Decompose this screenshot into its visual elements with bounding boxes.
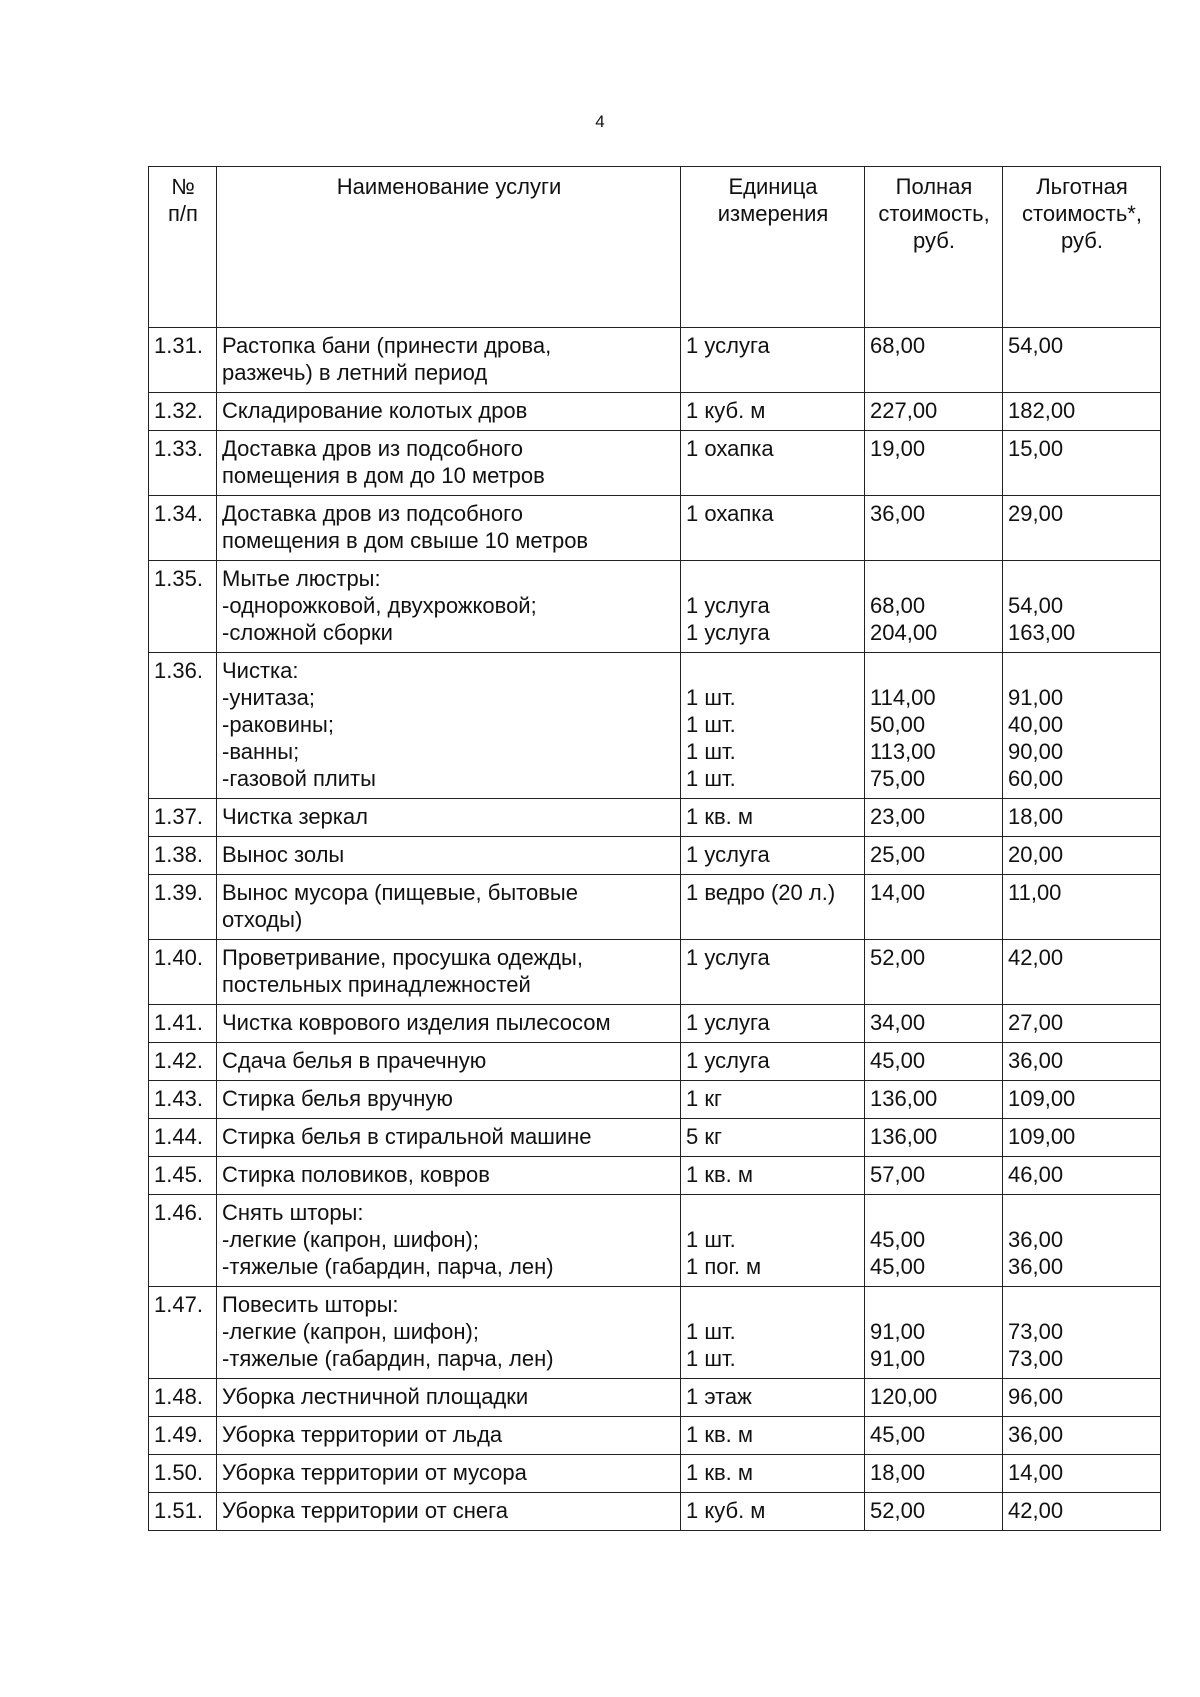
cell-unit-line: 1 кв. м bbox=[686, 1460, 754, 1485]
table-row bbox=[149, 328, 1161, 393]
table-row bbox=[149, 799, 1161, 837]
cell-num bbox=[149, 1005, 217, 1043]
cell-discount-price-line: 27,00 bbox=[1008, 1010, 1064, 1035]
cell-discount-price bbox=[1003, 1455, 1161, 1493]
cell-full-price-line: 68,00 bbox=[870, 593, 926, 618]
cell-discount-price-line: 42,00 bbox=[1008, 1498, 1064, 1523]
cell-service-name-line: -газовой плиты bbox=[222, 766, 376, 791]
cell-full-price bbox=[865, 1195, 1003, 1287]
cell-full-price-line: 68,00 bbox=[870, 333, 926, 358]
cell-num bbox=[149, 1455, 217, 1493]
cell-num-text: 1.44. bbox=[154, 1124, 203, 1149]
cell-num bbox=[149, 1493, 217, 1531]
cell-discount-price-line: 90,00 bbox=[1008, 739, 1064, 764]
table-row bbox=[149, 1119, 1161, 1157]
header-discount-price bbox=[1003, 167, 1161, 328]
cell-unit-line: 1 услуга bbox=[686, 620, 770, 645]
cell-service-name-line: Уборка территории от мусора bbox=[222, 1460, 527, 1485]
cell-unit-line: 1 шт. bbox=[686, 1227, 736, 1252]
cell-full-price-line: 52,00 bbox=[870, 945, 926, 970]
blank-line bbox=[686, 1291, 860, 1318]
cell-unit-line: 1 кв. м bbox=[686, 804, 754, 829]
cell-discount-price bbox=[1003, 1005, 1161, 1043]
table-row bbox=[149, 561, 1161, 653]
cell-full-price-line: 114,00 bbox=[870, 685, 936, 710]
cell-num-text: 1.41. bbox=[154, 1010, 203, 1035]
cell-service-name-line: Мытье люстры: bbox=[222, 566, 381, 591]
cell-full-price bbox=[865, 1119, 1003, 1157]
cell-full-price bbox=[865, 1043, 1003, 1081]
cell-full-price bbox=[865, 393, 1003, 431]
cell-service-name bbox=[217, 431, 681, 496]
cell-num-text: 1.43. bbox=[154, 1086, 203, 1111]
cell-service-name bbox=[217, 1195, 681, 1287]
cell-unit bbox=[681, 940, 865, 1005]
cell-discount-price bbox=[1003, 1379, 1161, 1417]
cell-discount-price-line: 36,00 bbox=[1008, 1227, 1064, 1252]
cell-num bbox=[149, 1287, 217, 1379]
cell-discount-price bbox=[1003, 837, 1161, 875]
cell-full-price-line: 25,00 bbox=[870, 842, 926, 867]
cell-unit-line: 1 кв. м bbox=[686, 1162, 754, 1187]
cell-service-name bbox=[217, 1455, 681, 1493]
cell-service-name-line: Вынос золы bbox=[222, 842, 345, 867]
cell-num bbox=[149, 1081, 217, 1119]
header-unit-line: измерения bbox=[717, 201, 829, 226]
cell-unit bbox=[681, 1195, 865, 1287]
cell-full-price-line: 120,00 bbox=[870, 1384, 938, 1409]
cell-service-name bbox=[217, 940, 681, 1005]
cell-discount-price bbox=[1003, 875, 1161, 940]
cell-discount-price bbox=[1003, 653, 1161, 799]
cell-discount-price-line: 18,00 bbox=[1008, 804, 1064, 829]
cell-unit-line: 1 кв. м bbox=[686, 1422, 754, 1447]
cell-num-text: 1.31. bbox=[154, 333, 203, 358]
table-row bbox=[149, 1417, 1161, 1455]
cell-num-text: 1.45. bbox=[154, 1162, 203, 1187]
table-row bbox=[149, 1043, 1161, 1081]
cell-service-name-line: Стирка белья вручную bbox=[222, 1086, 453, 1111]
cell-discount-price-line: 54,00 bbox=[1008, 593, 1064, 618]
table-row bbox=[149, 837, 1161, 875]
cell-service-name-line: Доставка дров из подсобного bbox=[222, 436, 523, 461]
cell-discount-price-line: 73,00 bbox=[1008, 1346, 1064, 1371]
cell-num bbox=[149, 875, 217, 940]
cell-num bbox=[149, 496, 217, 561]
header-discount-line: руб. bbox=[1061, 228, 1103, 253]
cell-full-price-line: 14,00 bbox=[870, 880, 926, 905]
cell-service-name-line: -легкие (капрон, шифон); bbox=[222, 1319, 479, 1344]
header-full-line: руб. bbox=[913, 228, 955, 253]
cell-full-price-line: 45,00 bbox=[870, 1254, 926, 1279]
cell-discount-price bbox=[1003, 393, 1161, 431]
cell-discount-price-line: 163,00 bbox=[1008, 620, 1076, 645]
cell-full-price-line: 23,00 bbox=[870, 804, 926, 829]
header-full-line: Полная bbox=[895, 174, 973, 199]
header-num bbox=[149, 167, 217, 328]
table-row bbox=[149, 1005, 1161, 1043]
cell-full-price bbox=[865, 653, 1003, 799]
cell-num-text: 1.32. bbox=[154, 398, 203, 423]
cell-unit bbox=[681, 561, 865, 653]
cell-full-price-line: 57,00 bbox=[870, 1162, 926, 1187]
cell-discount-price-line: 46,00 bbox=[1008, 1162, 1064, 1187]
table-row bbox=[149, 1455, 1161, 1493]
cell-num bbox=[149, 328, 217, 393]
cell-service-name-line: Уборка лестничной площадки bbox=[222, 1384, 529, 1409]
cell-unit bbox=[681, 653, 865, 799]
cell-unit bbox=[681, 799, 865, 837]
cell-discount-price-line: 109,00 bbox=[1008, 1086, 1076, 1111]
cell-full-price bbox=[865, 561, 1003, 653]
cell-unit bbox=[681, 1081, 865, 1119]
cell-discount-price-line: 182,00 bbox=[1008, 398, 1076, 423]
cell-num bbox=[149, 561, 217, 653]
cell-unit bbox=[681, 1005, 865, 1043]
table-row bbox=[149, 1493, 1161, 1531]
cell-service-name-line: Чистка коврового изделия пылесосом bbox=[222, 1010, 611, 1035]
cell-discount-price-line: 14,00 bbox=[1008, 1460, 1064, 1485]
table-body bbox=[149, 328, 1161, 1531]
table-row bbox=[149, 1379, 1161, 1417]
cell-service-name-line: Повесить шторы: bbox=[222, 1292, 399, 1317]
cell-service-name-line: Чистка: bbox=[222, 658, 299, 683]
table-row bbox=[149, 875, 1161, 940]
cell-discount-price bbox=[1003, 940, 1161, 1005]
cell-service-name bbox=[217, 1043, 681, 1081]
cell-num-text: 1.50. bbox=[154, 1460, 203, 1485]
cell-service-name bbox=[217, 1081, 681, 1119]
cell-full-price bbox=[865, 1493, 1003, 1531]
cell-service-name-line: -тяжелые (габардин, парча, лен) bbox=[222, 1254, 554, 1279]
cell-discount-price-line: 11,00 bbox=[1008, 880, 1062, 905]
cell-service-name-line: постельных принадлежностей bbox=[222, 972, 531, 997]
cell-unit-line: 1 куб. м bbox=[686, 1498, 766, 1523]
blank-line bbox=[686, 565, 860, 592]
blank-line bbox=[870, 1291, 998, 1318]
table-row bbox=[149, 940, 1161, 1005]
cell-num bbox=[149, 940, 217, 1005]
cell-full-price bbox=[865, 431, 1003, 496]
cell-full-price-line: 91,00 bbox=[870, 1346, 926, 1371]
cell-service-name bbox=[217, 837, 681, 875]
cell-num bbox=[149, 1119, 217, 1157]
cell-unit-line: 1 шт. bbox=[686, 739, 736, 764]
cell-num-text: 1.42. bbox=[154, 1048, 203, 1073]
cell-full-price-line: 45,00 bbox=[870, 1048, 926, 1073]
blank-line bbox=[686, 1199, 860, 1226]
cell-unit-line: 1 услуга bbox=[686, 945, 770, 970]
cell-unit-line: 1 шт. bbox=[686, 1319, 736, 1344]
cell-num bbox=[149, 1157, 217, 1195]
cell-num-text: 1.48. bbox=[154, 1384, 203, 1409]
cell-service-name-line: помещения в дом до 10 метров bbox=[222, 463, 545, 488]
cell-unit-line: 1 шт. bbox=[686, 712, 736, 737]
cell-unit bbox=[681, 1493, 865, 1531]
cell-discount-price-line: 91,00 bbox=[1008, 685, 1064, 710]
cell-full-price-line: 136,00 bbox=[870, 1124, 938, 1149]
cell-num bbox=[149, 653, 217, 799]
cell-service-name bbox=[217, 561, 681, 653]
cell-discount-price-line: 42,00 bbox=[1008, 945, 1064, 970]
cell-discount-price bbox=[1003, 1119, 1161, 1157]
blank-line bbox=[686, 657, 860, 684]
cell-full-price bbox=[865, 1417, 1003, 1455]
cell-discount-price bbox=[1003, 1157, 1161, 1195]
cell-unit bbox=[681, 837, 865, 875]
cell-full-price-line: 45,00 bbox=[870, 1227, 926, 1252]
page-number: 4 bbox=[595, 112, 605, 131]
cell-service-name bbox=[217, 1417, 681, 1455]
header-unit bbox=[681, 167, 865, 328]
cell-num-text: 1.40. bbox=[154, 945, 203, 970]
cell-service-name-line: разжечь) в летний период bbox=[222, 360, 488, 385]
table-row bbox=[149, 431, 1161, 496]
table-row bbox=[149, 653, 1161, 799]
cell-full-price bbox=[865, 328, 1003, 393]
cell-full-price-line: 45,00 bbox=[870, 1422, 926, 1447]
blank-line bbox=[1008, 657, 1156, 684]
cell-full-price bbox=[865, 799, 1003, 837]
cell-discount-price bbox=[1003, 1417, 1161, 1455]
cell-discount-price-line: 36,00 bbox=[1008, 1422, 1064, 1447]
cell-discount-price-line: 20,00 bbox=[1008, 842, 1064, 867]
cell-num-text: 1.51. bbox=[154, 1498, 203, 1523]
cell-discount-price bbox=[1003, 799, 1161, 837]
blank-line bbox=[1008, 1291, 1156, 1318]
cell-full-price-line: 18,00 bbox=[870, 1460, 926, 1485]
cell-full-price-line: 52,00 bbox=[870, 1498, 926, 1523]
cell-service-name bbox=[217, 393, 681, 431]
cell-unit bbox=[681, 393, 865, 431]
header-num-line: № bbox=[171, 174, 195, 199]
cell-discount-price-line: 60,00 bbox=[1008, 766, 1064, 791]
cell-discount-price bbox=[1003, 1287, 1161, 1379]
cell-discount-price bbox=[1003, 1195, 1161, 1287]
cell-unit-line: 1 шт. bbox=[686, 685, 736, 710]
table-row bbox=[149, 393, 1161, 431]
cell-discount-price bbox=[1003, 1043, 1161, 1081]
cell-service-name-line: -легкие (капрон, шифон); bbox=[222, 1227, 479, 1252]
cell-num-text: 1.33. bbox=[154, 436, 203, 461]
cell-service-name-line: Снять шторы: bbox=[222, 1200, 364, 1225]
cell-num-text: 1.47. bbox=[154, 1292, 203, 1317]
cell-unit-line: 5 кг bbox=[686, 1124, 722, 1149]
table-row bbox=[149, 1157, 1161, 1195]
cell-num bbox=[149, 837, 217, 875]
cell-discount-price-line: 54,00 bbox=[1008, 333, 1064, 358]
cell-num-text: 1.46. bbox=[154, 1200, 203, 1225]
cell-full-price-line: 36,00 bbox=[870, 501, 926, 526]
cell-service-name bbox=[217, 496, 681, 561]
blank-line bbox=[870, 657, 998, 684]
cell-service-name-line: Стирка половиков, ковров bbox=[222, 1162, 490, 1187]
cell-num-text: 1.36. bbox=[154, 658, 203, 683]
cell-full-price bbox=[865, 1455, 1003, 1493]
cell-service-name-line: Растопка бани (принести дрова, bbox=[222, 333, 552, 358]
blank-line bbox=[870, 565, 998, 592]
cell-unit-line: 1 услуга bbox=[686, 593, 770, 618]
table-row bbox=[149, 1195, 1161, 1287]
cell-num bbox=[149, 431, 217, 496]
cell-num bbox=[149, 1043, 217, 1081]
cell-unit bbox=[681, 1287, 865, 1379]
cell-full-price-line: 34,00 bbox=[870, 1010, 926, 1035]
cell-full-price-line: 19,00 bbox=[870, 436, 926, 461]
cell-num bbox=[149, 1195, 217, 1287]
cell-service-name bbox=[217, 875, 681, 940]
cell-full-price-line: 204,00 bbox=[870, 620, 938, 645]
cell-unit-line: 1 услуга bbox=[686, 333, 770, 358]
cell-service-name-line: Проветривание, просушка одежды, bbox=[222, 945, 583, 970]
cell-num bbox=[149, 799, 217, 837]
cell-service-name-line: -сложной сборки bbox=[222, 620, 393, 645]
cell-service-name bbox=[217, 1005, 681, 1043]
cell-unit bbox=[681, 1043, 865, 1081]
cell-unit-line: 1 охапка bbox=[686, 501, 774, 526]
cell-service-name-line: помещения в дом свыше 10 метров bbox=[222, 528, 589, 553]
cell-service-name-line: -раковины; bbox=[222, 712, 334, 737]
cell-service-name-line: Доставка дров из подсобного bbox=[222, 501, 523, 526]
cell-discount-price-line: 109,00 bbox=[1008, 1124, 1076, 1149]
cell-unit-line: 1 услуга bbox=[686, 1010, 770, 1035]
table-header-row bbox=[149, 167, 1161, 328]
cell-full-price bbox=[865, 1287, 1003, 1379]
header-num-line: п/п bbox=[168, 201, 198, 226]
cell-num-text: 1.39. bbox=[154, 880, 203, 905]
cell-discount-price-line: 96,00 bbox=[1008, 1384, 1064, 1409]
cell-unit bbox=[681, 496, 865, 561]
cell-service-name-line: отходы) bbox=[222, 907, 303, 932]
header-name-line: Наименование услуги bbox=[336, 174, 562, 199]
cell-full-price-line: 136,00 bbox=[870, 1086, 938, 1111]
cell-discount-price-line: 29,00 bbox=[1008, 501, 1064, 526]
header-discount-line: Льготная bbox=[1036, 174, 1128, 199]
cell-discount-price-line: 36,00 bbox=[1008, 1254, 1064, 1279]
cell-unit-line: 1 куб. м bbox=[686, 398, 766, 423]
cell-num bbox=[149, 1417, 217, 1455]
cell-unit bbox=[681, 1455, 865, 1493]
cell-discount-price-line: 40,00 bbox=[1008, 712, 1064, 737]
cell-full-price bbox=[865, 1379, 1003, 1417]
header-discount-line: стоимость*, bbox=[1022, 201, 1142, 226]
cell-num-text: 1.37. bbox=[154, 804, 203, 829]
cell-unit bbox=[681, 1119, 865, 1157]
table-row bbox=[149, 1081, 1161, 1119]
blank-line bbox=[870, 1199, 998, 1226]
cell-full-price bbox=[865, 875, 1003, 940]
cell-full-price-line: 91,00 bbox=[870, 1319, 926, 1344]
cell-unit bbox=[681, 1417, 865, 1455]
cell-service-name-line: Уборка территории от льда bbox=[222, 1422, 503, 1447]
cell-unit-line: 1 услуга bbox=[686, 1048, 770, 1073]
table-row bbox=[149, 496, 1161, 561]
cell-discount-price-line: 15,00 bbox=[1008, 436, 1064, 461]
cell-unit bbox=[681, 431, 865, 496]
cell-unit-line: 1 шт. bbox=[686, 766, 736, 791]
cell-full-price bbox=[865, 837, 1003, 875]
cell-service-name bbox=[217, 1287, 681, 1379]
cell-full-price-line: 75,00 bbox=[870, 766, 926, 791]
cell-service-name-line: Складирование колотых дров bbox=[222, 398, 528, 423]
cell-service-name-line: -тяжелые (габардин, парча, лен) bbox=[222, 1346, 554, 1371]
cell-service-name-line: Вынос мусора (пищевые, бытовые bbox=[222, 880, 578, 905]
cell-service-name-line: -унитаза; bbox=[222, 685, 316, 710]
cell-service-name bbox=[217, 1493, 681, 1531]
cell-unit-line: 1 охапка bbox=[686, 436, 774, 461]
header-full-price bbox=[865, 167, 1003, 328]
cell-full-price bbox=[865, 1157, 1003, 1195]
cell-service-name bbox=[217, 799, 681, 837]
cell-num-text: 1.35. bbox=[154, 566, 203, 591]
cell-discount-price bbox=[1003, 561, 1161, 653]
cell-unit-line: 1 ведро (20 л.) bbox=[686, 880, 836, 905]
header-name bbox=[217, 167, 681, 328]
cell-unit-line: 1 шт. bbox=[686, 1346, 736, 1371]
cell-unit bbox=[681, 1157, 865, 1195]
cell-full-price bbox=[865, 1081, 1003, 1119]
cell-service-name bbox=[217, 653, 681, 799]
cell-unit-line: 1 этаж bbox=[686, 1384, 752, 1409]
cell-service-name-line: Сдача белья в прачечную bbox=[222, 1048, 487, 1073]
cell-num-text: 1.34. bbox=[154, 501, 203, 526]
cell-service-name bbox=[217, 1119, 681, 1157]
cell-unit-line: 1 кг bbox=[686, 1086, 722, 1111]
cell-num-text: 1.38. bbox=[154, 842, 203, 867]
cell-unit-line: 1 услуга bbox=[686, 842, 770, 867]
cell-num bbox=[149, 393, 217, 431]
price-table bbox=[148, 166, 1161, 1531]
cell-num bbox=[149, 1379, 217, 1417]
cell-full-price bbox=[865, 1005, 1003, 1043]
cell-discount-price bbox=[1003, 1081, 1161, 1119]
cell-unit bbox=[681, 1379, 865, 1417]
cell-full-price bbox=[865, 940, 1003, 1005]
cell-service-name bbox=[217, 1157, 681, 1195]
cell-unit-line: 1 пог. м bbox=[686, 1254, 762, 1279]
header-full-line: стоимость, bbox=[878, 201, 990, 226]
cell-full-price-line: 113,00 bbox=[870, 739, 936, 764]
cell-unit bbox=[681, 328, 865, 393]
cell-service-name bbox=[217, 1379, 681, 1417]
table-row bbox=[149, 1287, 1161, 1379]
cell-service-name-line: Чистка зеркал bbox=[222, 804, 368, 829]
cell-unit bbox=[681, 875, 865, 940]
cell-service-name-line: Уборка территории от снега bbox=[222, 1498, 508, 1523]
cell-full-price-line: 50,00 bbox=[870, 712, 926, 737]
cell-service-name-line: -ванны; bbox=[222, 739, 300, 764]
cell-service-name bbox=[217, 328, 681, 393]
blank-line bbox=[1008, 1199, 1156, 1226]
cell-full-price bbox=[865, 496, 1003, 561]
cell-discount-price bbox=[1003, 431, 1161, 496]
cell-discount-price-line: 73,00 bbox=[1008, 1319, 1064, 1344]
blank-line bbox=[1008, 565, 1156, 592]
cell-discount-price-line: 36,00 bbox=[1008, 1048, 1064, 1073]
cell-full-price-line: 227,00 bbox=[870, 398, 938, 423]
cell-discount-price bbox=[1003, 1493, 1161, 1531]
cell-service-name-line: -однорожковой, двухрожковой; bbox=[222, 593, 537, 618]
cell-num-text: 1.49. bbox=[154, 1422, 203, 1447]
cell-discount-price bbox=[1003, 328, 1161, 393]
header-unit-line: Единица bbox=[728, 174, 818, 199]
cell-discount-price bbox=[1003, 496, 1161, 561]
cell-service-name-line: Стирка белья в стиральной машине bbox=[222, 1124, 592, 1149]
